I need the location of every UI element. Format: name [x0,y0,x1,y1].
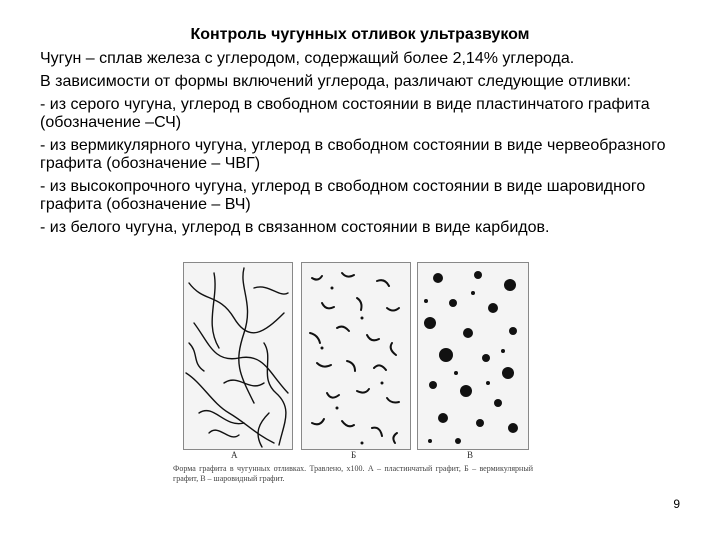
figure-caption: Форма графита в чугунных отливках. Травлено, х100. А – пластинчатый графит, Б – вермикулярный графит, В – шаровидный графит. [173,464,533,483]
list-item-ductile-iron: - из высокопрочного чугуна, углерод в свободном состоянии в виде шаровидного графита (обозначение – ВЧ) [40,178,646,213]
list-item-vermicular-iron: - из вермикулярного чугуна, углерод в свободном состоянии в виде червеобразного графита (обозначение – ЧВГ) [40,137,666,172]
micrograph-vermicular-graphite [301,262,411,450]
slide-title: Контроль чугунных отливок ультразвуком [190,26,530,43]
flake-graphite-image [184,263,292,449]
list-item-gray-iron: - из серого чугуна, углерод в свободном состоянии в виде пластинчатого графита (обозначение –СЧ) [40,96,650,131]
figure-label-c: В [467,450,474,460]
paragraph-intro: В зависимости от формы включений углерода, различают следующие отливки: [40,73,631,90]
paragraph-definition: Чугун – сплав железа с углеродом, содержащий более 2,14% углерода. [40,50,575,67]
micrograph-spheroidal-graphite [417,262,529,450]
microstructure-figure [173,262,533,502]
vermicular-graphite-image [302,263,410,449]
micrograph-flake-graphite [183,262,293,450]
spheroidal-graphite-image [418,263,528,449]
figure-label-a: А [231,450,238,460]
slide-body [40,50,680,242]
figure-label-b: Б [351,450,357,460]
page-number: 9 [673,497,680,511]
list-item-white-iron: - из белого чугуна, углерод в связанном состоянии в виде карбидов. [40,219,550,236]
